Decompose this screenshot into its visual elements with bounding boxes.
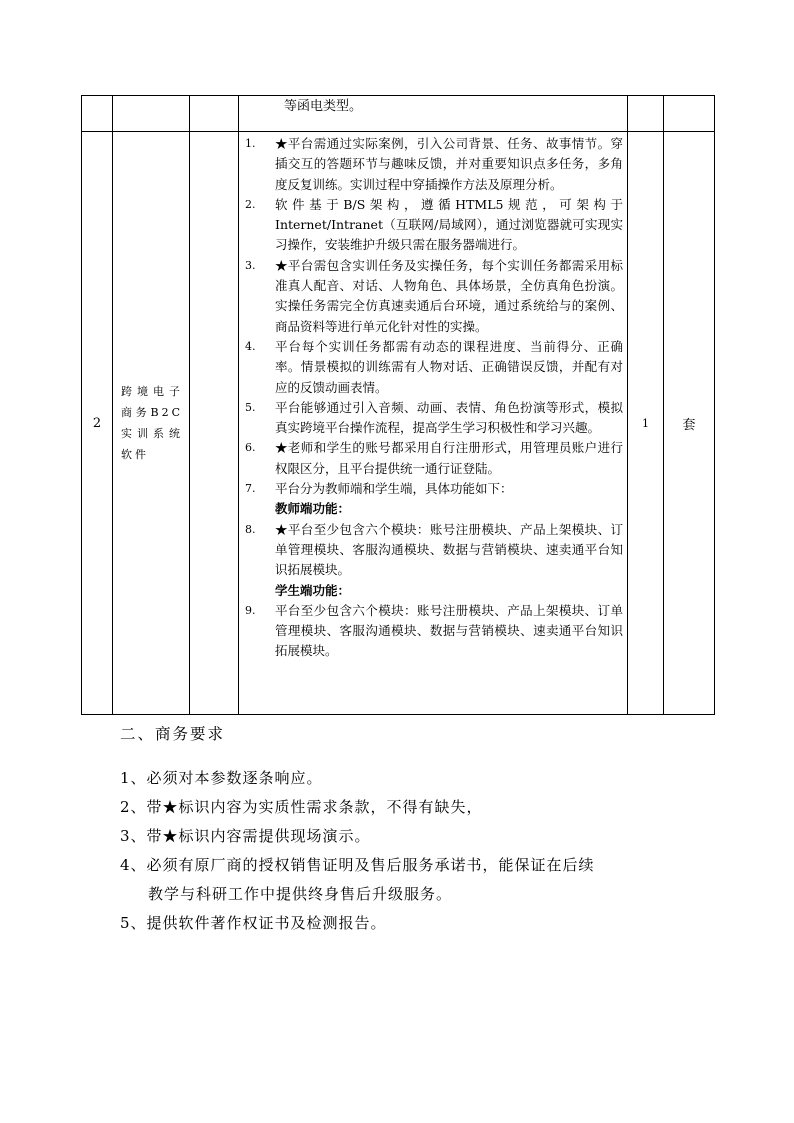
requirement-number: 2、 — [120, 798, 147, 816]
feature-item — [245, 438, 623, 479]
feature-number: 6. — [245, 441, 256, 455]
requirement-number: 1、 — [120, 769, 147, 787]
feature-number: 3. — [245, 258, 256, 272]
requirement-text: 带★标识内容为实质性需求条款，不得有缺失， — [146, 798, 483, 816]
feature-number: 9. — [245, 603, 256, 617]
unit-cell: 套 — [664, 132, 715, 715]
table-row — [82, 132, 715, 715]
feature-number: 1. — [245, 137, 256, 150]
feature-number: 7. — [245, 482, 256, 496]
feature-subheading: 教师端功能： — [275, 501, 351, 517]
feature-item — [245, 256, 623, 337]
feature-text: 软件基于B/S架构，遵循HTML5规范，可架构于Internet/Intranet（互联网/局域网），通过浏览器就可实现实习操作，安装维护升级只需在服务器端进行。 — [275, 196, 623, 253]
feature-text: 平台能够通过引入音频、动画、表情、角色扮演等形式，模拟真实跨境平台操作流程，提高学生学习积极性和学习兴趣。 — [275, 399, 623, 436]
continuation-text: 等函电类型。 — [284, 99, 363, 114]
feature-list — [239, 132, 627, 662]
spec-cell — [239, 96, 628, 132]
requirement-item — [120, 851, 595, 909]
blank-cell — [190, 96, 239, 132]
spec-table — [81, 95, 715, 715]
feature-text: 平台至少包含六个模块：账号注册模块、产品上架模块、订单管理模块、客服沟通模块、数据与营销模块、速卖通平台知识拓展模块。 — [275, 602, 623, 659]
table-row-continuation — [82, 96, 715, 132]
requirement-text: 带★标识内容需提供现场演示。 — [146, 827, 371, 845]
section-heading: 二、商务要求 — [120, 725, 226, 743]
requirement-item — [120, 764, 595, 793]
feature-number: 2. — [245, 197, 256, 211]
feature-text: ★老师和学生的账号都采用自行注册形式，用管理员账户进行权限区分，且平台提供统一通行证登陆。 — [275, 440, 623, 476]
requirement-text: 必须对本参数逐条响应。 — [146, 769, 323, 787]
requirement-item — [120, 793, 595, 822]
index-cell — [82, 96, 113, 132]
product-name-cell: 跨境电子商务B2C实训系统软件 — [113, 132, 190, 715]
feature-number: 5. — [245, 400, 256, 414]
feature-text: ★平台至少包含六个模块：账号注册模块、产品上架模块、订单管理模块、客服沟通模块、数据与营销模块、速卖通平台知识拓展模块。 — [275, 521, 623, 578]
feature-text: ★平台需包含实训任务及实操任务，每个实训任务都需采用标准真人配音、对话、人物角色、具体场景，全仿真角色扮演。实操任务需完全仿真速卖通后台环境，通过系统给与的案例、商品资料等进行单元化针对性的实操。 — [275, 257, 623, 334]
requirement-number: 3、 — [120, 827, 147, 845]
feature-item — [245, 398, 623, 439]
feature-item — [245, 520, 623, 581]
name-cell — [113, 96, 190, 132]
feature-number: 4. — [245, 339, 256, 353]
quantity-cell — [628, 96, 664, 132]
feature-item — [245, 195, 623, 256]
feature-item — [245, 337, 623, 398]
requirement-number: 4、 — [120, 856, 147, 874]
feature-text: 平台分为教师端和学生端，具体功能如下： — [275, 481, 513, 497]
feature-text: ★平台需通过实际案例，引入公司背景、任务、故事情节。穿插交互的答题环节与趣味反馈，并对重要知识点多任务，多角度反复训练。实训过程中穿插操作方法及原理分析。 — [275, 136, 623, 192]
index-cell: 2 — [82, 132, 113, 715]
quantity-cell: 1 — [628, 132, 664, 715]
requirement-number: 5、 — [120, 914, 147, 932]
feature-number: 8. — [245, 522, 256, 536]
feature-item — [245, 479, 623, 499]
feature-text: 平台每个实训任务都需有动态的课程进度、当前得分、正确率。情景模拟的训练需有人物对话、正确错误反馈，并配有对应的反馈动画表情。 — [275, 338, 623, 395]
blank-cell — [190, 132, 239, 715]
business-requirements — [120, 722, 595, 938]
spec-cell — [239, 132, 628, 715]
requirement-text: 提供软件著作权证书及检测报告。 — [146, 914, 387, 932]
unit-cell — [664, 96, 715, 132]
requirement-text: 必须有原厂商的授权销售证明及售后服务承诺书，能保证在后续 — [146, 856, 595, 874]
feature-item — [245, 601, 623, 662]
requirement-item — [120, 822, 595, 851]
requirement-item — [120, 909, 595, 938]
requirement-text-continued: 教学与科研工作中提供终身售后升级服务。 — [148, 885, 453, 903]
feature-item — [245, 134, 623, 195]
feature-subheading: 学生端功能： — [275, 582, 351, 598]
